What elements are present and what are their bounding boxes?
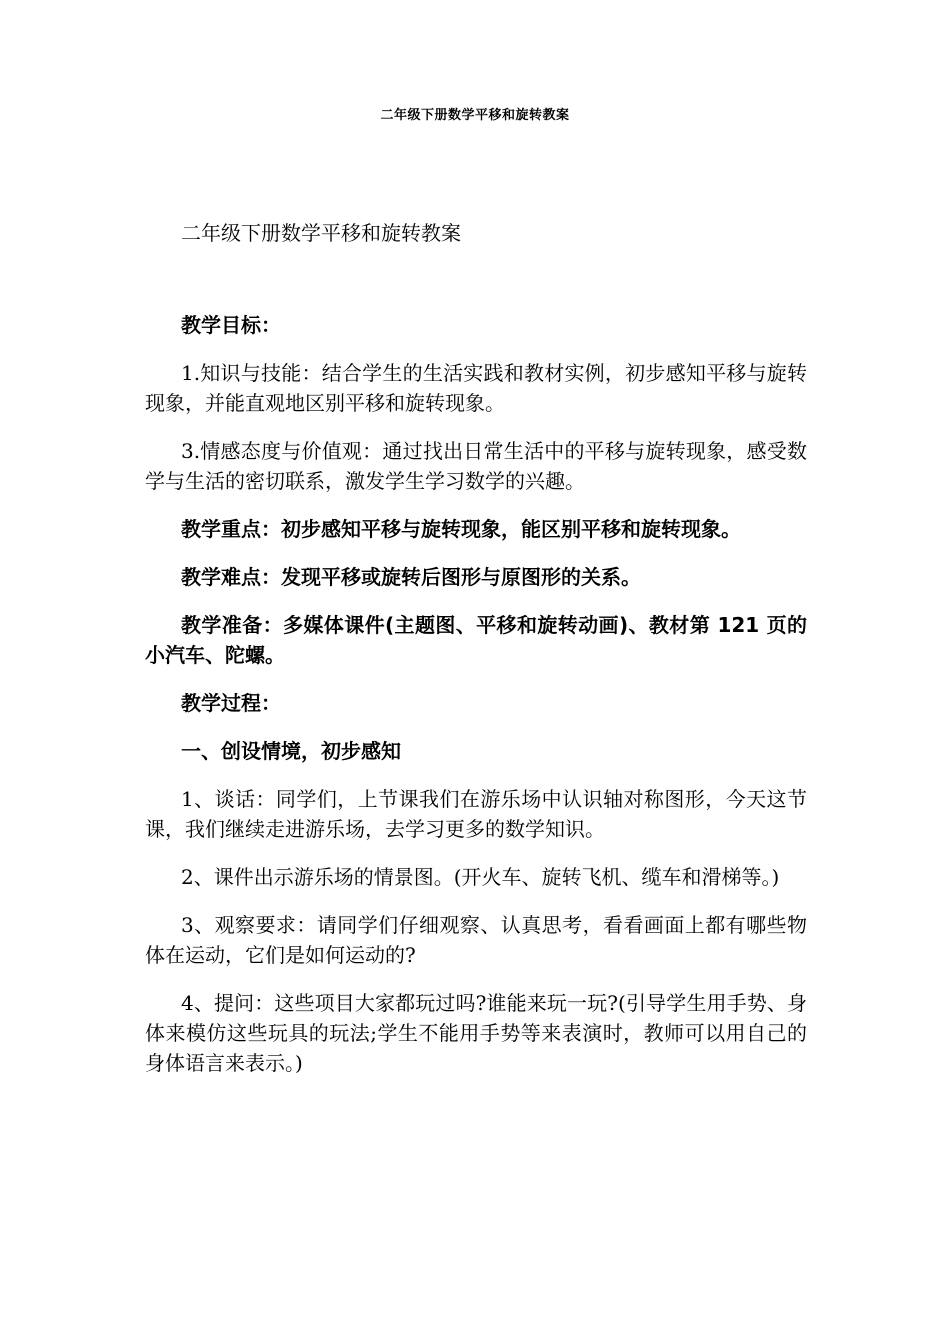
page-header-title: 二年级下册数学平移和旋转教案	[380, 108, 570, 123]
objective-1: 1.知识与技能：结合学生的生活实践和教材实例，初步感知平移与旋转现象，并能直观地区别平移和旋转现象。	[145, 361, 807, 415]
step-4: 4、提问：这些项目大家都玩过吗?谁能来玩一玩?(引导学生用手势、身体来模仿这些玩具的玩法;学生不能用手势等来表演时，教师可以用自己的身体语言来表示。)	[145, 991, 807, 1075]
step-3: 3、观察要求：请同学们仔细观察、认真思考，看看画面上都有哪些物体在运动，它们是如何运动的?	[145, 913, 807, 967]
key-point: 教学重点：初步感知平移与旋转现象，能区别平移和旋转现象。	[181, 517, 741, 541]
difficulty: 教学难点：发现平移或旋转后图形与原图形的关系。	[181, 565, 641, 589]
step-1: 1、谈话：同学们，上节课我们在游乐场中认识轴对称图形，今天这节课，我们继续走进游乐场，去学习更多的数学知识。	[145, 787, 807, 841]
objective-3: 3.情感态度与价值观：通过找出日常生活中的平移与旋转现象，感受数学与生活的密切联系，激发学生学习数学的兴趣。	[145, 439, 807, 493]
preparation: 教学准备：多媒体课件(主题图、平移和旋转动画)、教材第 121 页的小汽车、陀螺。	[145, 613, 807, 667]
objectives-heading: 教学目标：	[181, 313, 281, 337]
step-2: 2、课件出示游乐场的情景图。(开火车、旋转飞机、缆车和滑梯等。)	[181, 865, 780, 889]
document-title: 二年级下册数学平移和旋转教案	[181, 221, 461, 245]
document-body	[145, 218, 807, 1096]
section-1-heading: 一、创设情境，初步感知	[181, 739, 401, 763]
process-heading: 教学过程：	[181, 691, 281, 715]
